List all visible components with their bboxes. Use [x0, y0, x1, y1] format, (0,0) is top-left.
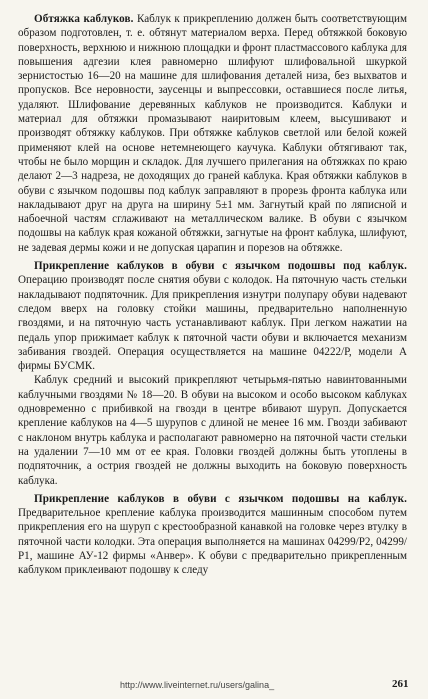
paragraph-text: Операцию производят после снятия обуви с колодок. На пяточную часть стельки накладывают подпяточник. Для прикрепления изнутри полупару обуви надевают следом вверх на головку стойки машины, предварительно наполненную гвоздями, и на пяточную часть устанавливают каблук. При легком нажатии на педаль упор прижимает каблук к пяточной части обуви и включается механизм забивания гвоздей. Операция осуществляется на машине 04222/Р, модели А фирмы БУСМК. [18, 274, 407, 373]
paragraph-heel-attach-over [18, 492, 407, 578]
paragraph-lead: Обтяжка каблуков. [34, 13, 134, 25]
paragraph-heel-attach-under [18, 259, 407, 373]
paragraph-lead: Прикрепление каблуков в обуви с язычком подошвы на каблук. [34, 492, 407, 505]
page-footer [0, 678, 428, 694]
paragraph-lead: Прикрепление каблуков в обуви с язычком подошвы под каблук. [34, 260, 407, 273]
paragraph-text: Предварительное крепление каблука производится машинным способом путем прикрепления его на шуруп с крестообразной канавкой на головке через втулку в пяточной части колодки. Эта операция выполняется на машинах 04299/Р2, 04299/Р1, машине АУ-12 фирмы «Анвер». К обуви с предварительно прикрепленным каблуком приклеивают подошву к следу [18, 507, 407, 577]
paragraph-heel-covering [18, 12, 407, 255]
page-number: 261 [392, 678, 409, 690]
paragraph-text: Каблук средний и высокий прикрепляют четырьмя-пятью навинтованными каблучными гвоздями № 18—20. В обуви на высоком и особо высоком каблуках одновременно с прибивкой на гвозди в центре вбивают шуруп. Допускается крепление каблуков на 4—5 шурупов с длиной не менее 16 мм. Гвозди забивают с наклоном внутрь каблука и располагают равномерно на пяточной части стельки на удалении 7—10 мм от ее края. Головки гвоздей должны быть утоплены в подпяточник, а острия гвоздей не должны выходить на боковую поверхность каблука. [18, 374, 407, 487]
paragraph-heel-nails [18, 373, 407, 487]
watermark-url[interactable]: http://www.liveinternet.ru/users/galina_ [120, 680, 275, 690]
paragraph-text: Каблук к прикреплению должен быть соответствующим образом подготовлен, т. е. обтянут материалом верха. Перед обтяжкой боковую поверхность, верхнюю и нижнюю площадки и фронт пластмассового каблука для повышения адгезии клея равномерно шлифуют шлифовальной шкуркой зернистостью 16—20 на машине для шлифования деталей низа, без выхватов и пропусков. Все неровности, заусенцы и выпрессовки, оставшиеся после литья, удаляют. Шлифование деревянных каблуков не производится. Каблуки и материал для обтяжки промазывают наиритовым клеем, высушивают и производят обтяжку каблуков. При обтяжке каблуков светлой или белой кожей применяют клей на основе нетемнеющего каучука. Каблуки обтягивают так, чтобы не было морщин и складок. Для лучшего прилегания на обтяжках по краю делают 2—3 надреза, не доходящих до граней каблука. Края обтяжки каблуков в обуви с язычком подошвы под каблук заправляют в прорезь фронта каблука или накладывают друг на друга на ширину 5±1 мм. Загнутый край по ляписной и набоечной частям сглаживают на металлическом валике. В обуви с язычком подошвы на каблук края кожаной обтяжки, загнутые на фронт каблука, шлифуют, не задевая дермы кожи и не допуская царапин и порезов на обтяжке. [18, 13, 407, 254]
